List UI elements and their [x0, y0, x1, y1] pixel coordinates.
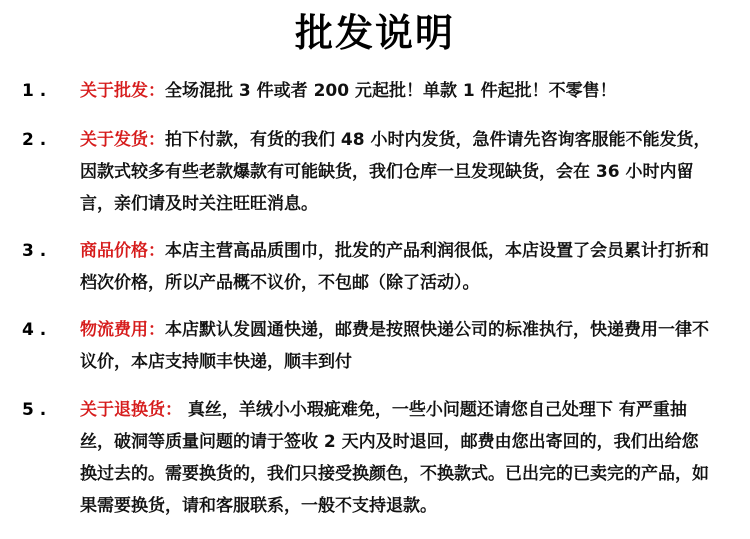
item-content: 本店默认发圆通快递，邮费是按照快递公司的标准执行，快递费用一律不议价，本店支持顺丰快递，顺丰到付	[80, 320, 709, 372]
item-content: 全场混批 3 件或者 200 元起批！单款 1 件起批！不零售！	[165, 81, 617, 101]
page-title: 批发说明	[294, 11, 455, 55]
item-label: 商品价格：	[80, 241, 165, 261]
item-number: 2 .	[22, 130, 47, 150]
item-text	[80, 235, 712, 299]
item-text	[80, 394, 712, 522]
item-text	[80, 75, 712, 107]
item-label: 物流费用：	[80, 320, 165, 340]
item-content: 真丝，羊绒小小瑕疵难免，一些小问题还请您自己处理下 有严重抽丝，破洞等质量问题的请于签收 2 天内及时退回，邮费由您出寄回的，我们出给您换过去的。需要换货的，我们只接受换颜色，不换款式。已出完的已卖完的产品，如果需要换货，请和客服联系，一般不支持退款。	[80, 400, 709, 516]
item-label: 关于发货：	[80, 130, 165, 150]
item-label: 关于退换货：	[80, 400, 182, 420]
item-number: 1 .	[22, 81, 47, 101]
item-text	[80, 314, 712, 378]
item-number: 5 .	[22, 400, 47, 420]
item-content: 本店主营高品质围巾，批发的产品利润很低，本店设置了会员累计打折和档次价格，所以产品概不议价，不包邮（除了活动）。	[80, 241, 709, 293]
item-number: 3 .	[22, 241, 47, 261]
item-label: 关于批发：	[80, 81, 165, 101]
item-text	[80, 124, 712, 220]
item-number: 4 .	[22, 320, 47, 340]
item-content: 拍下付款，有货的我们 48 小时内发货，急件请先咨询客服能不能发货，因款式较多有些老款爆款有可能缺货，我们仓库一旦发现缺货，会在 36 小时内留言，亲们请及时关注旺旺消息。	[80, 130, 711, 214]
